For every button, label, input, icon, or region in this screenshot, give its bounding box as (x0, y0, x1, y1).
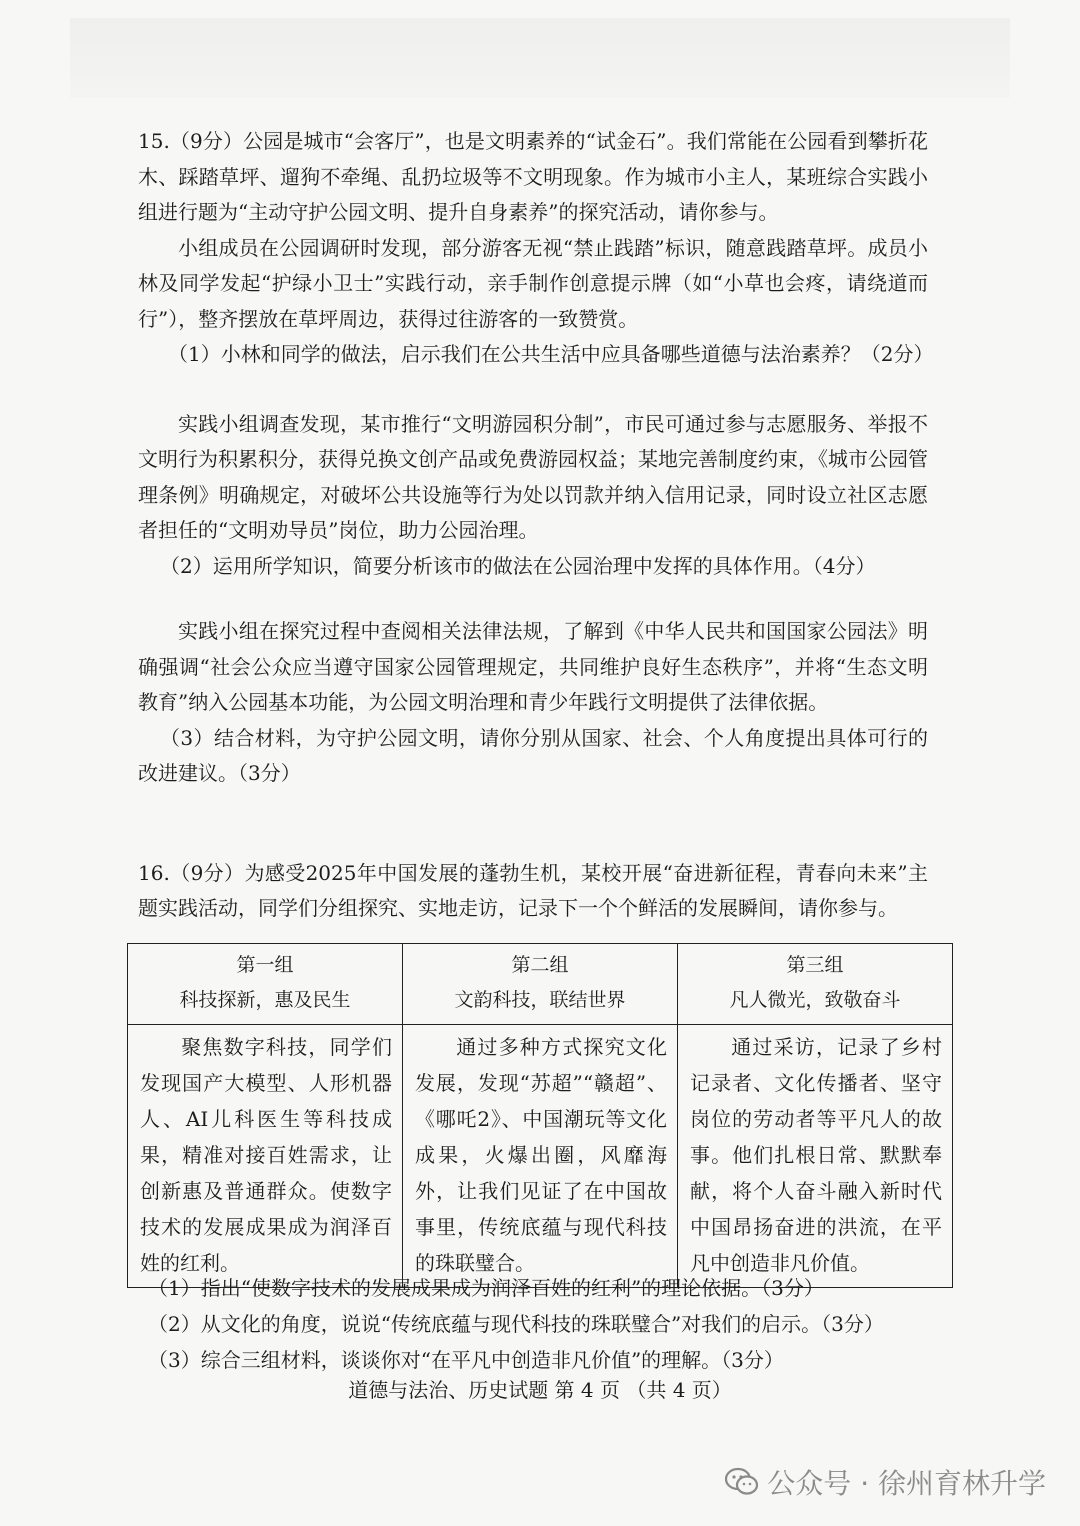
watermark-text: 公众号 · 徐州育林升学 (767, 1467, 1046, 1500)
group-1-name: 第一组 (236, 954, 294, 976)
group-3-text-content: 通过采访，记录了乡村记录者、文化传播者、坚守岗位的劳动者等平凡人的故事。他们扎根日常、默默奉献，将个人奋斗融入新时代中国昂扬奋进的洪流，在平凡中创造非凡价值。 (690, 1035, 942, 1275)
q15-subquestion-3: （3）结合材料，为守护公园文明，请你分别从国家、社会、个人角度提出具体可行的改进建议。（3分） (138, 725, 928, 785)
table-row (128, 1025, 953, 1288)
group-3-header (678, 944, 953, 1025)
watermark (725, 1462, 1046, 1502)
q16-subquestion-2: （2）从文化的角度，说说“传统底蕴与现代科技的珠联璧合”对我们的启示。（3分） (148, 1312, 884, 1336)
group-2-name: 第二组 (511, 954, 569, 976)
q16-subquestion-1: （1）指出“使数字技术的发展成果成为润泽百姓的红利”的理论依据。（3分） (148, 1276, 824, 1300)
question-15-section (138, 124, 934, 927)
scan-top-shadow (70, 18, 1010, 98)
q16-subquestions (148, 1270, 948, 1378)
group-2-header (403, 944, 678, 1025)
q15-material-2: 实践小组调查发现，某市推行“文明游园积分制”，市民可通过参与志愿服务、举报不文明行为积累积分，获得兑换文创产品或免费游园权益；某地完善制度约束，《城市公园管理条例》明确规定，对破坏公共设施等行为处以罚款并纳入信用记录，同时设立社区志愿者担任的“文明劝导员”岗位，助力公园治理。 (138, 411, 928, 542)
q16-intro: 16.（9分）为感受2025年中国发展的蓬勃生机，某校开展“奋进新征程，青春向未来”主题实践活动，同学们分组探究、实地走访，记录下一个个鲜活的发展瞬间，请你参与。 (138, 860, 928, 920)
page-footer: 道德与法治、历史试题 第 4 页 （共 4 页） (348, 1378, 732, 1402)
group-1-header (128, 944, 403, 1025)
group-2-theme: 文韵科技，联结世界 (454, 989, 626, 1011)
group-1-text (128, 1025, 403, 1288)
group-2-text (403, 1025, 678, 1288)
answer-space (138, 373, 928, 407)
q15-subquestion-1: （1）小林和同学的做法，启示我们在公共生活中应具备哪些道德与法治素养？（2分） (168, 342, 934, 366)
q15-intro: 15.（9分）公园是城市“会客厅”，也是文明素养的“试金石”。我们常能在公园看到攀折花木、踩踏草坪、遛狗不牵绳、乱扔垃圾等不文明现象。作为城市小主人，某班综合实践小组进行题为“主动守护公园文明、提升自身素养”的探究活动，请你参与。 (138, 129, 928, 224)
group-3-text (678, 1025, 953, 1288)
group-1-theme: 科技探新，惠及民生 (179, 989, 351, 1011)
q16-subquestion-3: （3）综合三组材料，谈谈你对“在平凡中创造非凡价值”的理解。（3分） (148, 1348, 784, 1372)
q15-material-1: 小组成员在公园调研时发现，部分游客无视“禁止践踏”标识，随意践踏草坪。成员小林及同学发起“护绿小卫士”实践行动，亲手制作创意提示牌（如“小草也会疼，请绕道而行”），整齐摆放在草坪周边，获得过往游客的一致赞赏。 (138, 235, 928, 331)
answer-space (138, 584, 928, 614)
wechat-icon (725, 1467, 759, 1497)
q15-material-3: 实践小组在探究过程中查阅相关法律法规，了解到《中华人民共和国国家公园法》明确强调“社会公众应当遵守国家公园管理规定，共同维护良好生态秩序”，并将“生态文明教育”纳入公园基本功能，为公园文明治理和青少年践行文明提供了法律依据。 (138, 619, 928, 714)
q15-subquestion-2: （2）运用所学知识，简要分析该市的做法在公园治理中发挥的具体作用。（4分） (160, 553, 876, 578)
group-table (127, 943, 953, 1288)
group-1-text-content: 聚焦数字科技，同学们发现国产大模型、人形机器人、AI儿科医生等科技成果，精准对接百姓需求，让创新惠及普通群众。使数字技术的发展成果成为润泽百姓的红利。 (140, 1035, 392, 1275)
group-3-name: 第三组 (786, 954, 844, 976)
group-3-theme: 凡人微光，致敬奋斗 (729, 989, 901, 1011)
answer-space (138, 792, 928, 856)
table-header-row (128, 944, 953, 1025)
group-2-text-content: 通过多种方式探究文化发展，发现“苏超”“赣超”、《哪吒2》、中国潮玩等文化成果，火爆出圈，风靡海外，让我们见证了在中国故事里，传统底蕴与现代科技的珠联璧合。 (415, 1035, 667, 1275)
